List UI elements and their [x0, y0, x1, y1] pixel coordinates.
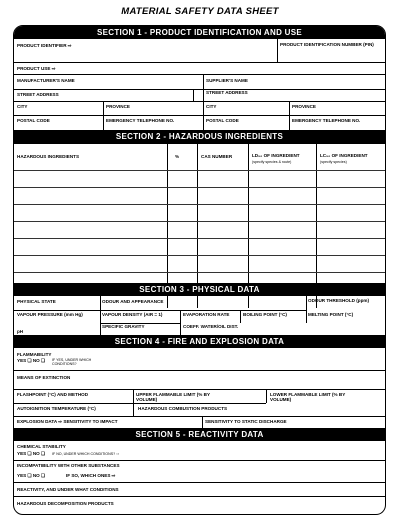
flashpoint-label[interactable]: FLASHPOINT (°C) AND METHOD	[17, 392, 89, 397]
lc50-label: LC₅₀ OF INGREDIENT	[320, 153, 368, 158]
vapour-pressure-label[interactable]: VAPOUR PRESSURE (mm Hg)	[17, 312, 83, 317]
manufacturer-name-label[interactable]: MANUFACTURER'S NAME	[17, 78, 75, 83]
supplier-province-label[interactable]: PROVINCE	[292, 104, 316, 109]
product-id-number-label[interactable]: PRODUCT IDENTIFICATION NUMBER (PIN)	[280, 42, 374, 47]
incompatibility-label: INCOMPATIBILITY WITH OTHER SUBSTANCES	[17, 463, 120, 468]
ld50-label: LD₅₀ OF INGREDIENT	[252, 153, 300, 158]
odour-threshold-label[interactable]: ODOUR THRESHOLD (ppm)	[308, 298, 369, 303]
manufacturer-province-label[interactable]: PROVINCE	[106, 104, 130, 109]
msds-form	[13, 25, 386, 515]
incompatibility-which-label[interactable]: IF SO, WHICH ONES ⇨	[66, 473, 116, 478]
manufacturer-street-label[interactable]: STREET ADDRESS	[17, 92, 59, 97]
melting-point-label[interactable]: MELTING POINT (°C)	[308, 312, 354, 317]
decomposition-label[interactable]: HAZARDOUS DECOMPOSITION PRODUCTS	[17, 501, 114, 506]
document-title: MATERIAL SAFETY DATA SHEET	[121, 6, 279, 17]
hazardous-ingredients-label: HAZARDOUS INGREDIENTS	[17, 154, 80, 159]
section-5-header: SECTION 5 - REACTIVITY DATA	[14, 428, 385, 441]
product-use-label[interactable]: PRODUCT USE ⇨	[17, 66, 56, 71]
ph-label[interactable]: pH	[17, 329, 24, 334]
flammability-label: FLAMMABILITY	[17, 352, 52, 357]
hazardous-combustion-label[interactable]: HAZARDOUS COMBUSTION PRODUCTS	[138, 406, 228, 411]
static-discharge-label[interactable]: SENSITIVITY TO STATIC DISCHARGE	[205, 419, 287, 424]
coeff-water-oil-label[interactable]: COEFF. WATER/OIL DIST.	[183, 324, 239, 329]
chemical-stability-label: CHEMICAL STABILITY	[17, 444, 66, 449]
section-3-header: SECTION 3 - PHYSICAL DATA	[14, 283, 385, 296]
stability-conditions-label[interactable]: IF NO, UNDER WHICH CONDITIONS? ⇨	[52, 452, 120, 456]
incompatibility-yes-no[interactable]: YES ❑ NO ❑	[17, 473, 46, 478]
section-1-header: SECTION 1 - PRODUCT IDENTIFICATION AND USE	[14, 26, 385, 39]
reactivity-label[interactable]: REACTIVITY, AND UNDER WHAT CONDITIONS	[17, 487, 119, 492]
explosion-data-label[interactable]: EXPLOSION DATA ⇨ SENSITIVITY TO IMPACT	[17, 419, 118, 424]
boiling-point-label[interactable]: BOILING POINT (°C)	[243, 312, 287, 317]
supplier-emergency-label[interactable]: EMERGENCY TELEPHONE NO.	[292, 118, 361, 123]
stability-yes-no[interactable]: YES ❑ NO ❑	[17, 451, 46, 456]
manufacturer-emergency-label[interactable]: EMERGENCY TELEPHONE NO.	[106, 118, 175, 123]
lower-flammable-label[interactable]: LOWER FLAMMABLE LIMIT (% BY VOLUME)	[270, 392, 346, 403]
means-extinction-label[interactable]: MEANS OF EXTINCTION	[17, 375, 71, 380]
upper-flammable-label[interactable]: UPPER FLAMMABLE LIMIT (% BY VOLUME)	[136, 392, 210, 403]
supplier-postal-label[interactable]: POSTAL CODE	[206, 118, 239, 123]
evaporation-rate-label[interactable]: EVAPORATION RATE	[183, 312, 230, 317]
product-identifier-label[interactable]: PRODUCT IDENTIFIER ⇨	[17, 43, 72, 48]
percent-label: %	[175, 154, 180, 159]
odour-appearance-label[interactable]: ODOUR AND APPEARANCE	[102, 299, 164, 304]
flammability-conditions-label[interactable]: IF YES, UNDER WHICH CONDITIONS?	[52, 358, 92, 366]
supplier-city-label[interactable]: CITY	[206, 104, 217, 109]
section-2-header: SECTION 2 - HAZARDOUS INGREDIENTS	[14, 130, 385, 144]
cas-number-label: CAS NUMBER	[201, 154, 233, 159]
manufacturer-city-label[interactable]: CITY	[17, 104, 28, 109]
physical-state-label[interactable]: PHYSICAL STATE	[17, 299, 56, 304]
supplier-name-label[interactable]: SUPPLIER'S NAME	[206, 78, 248, 83]
ld50-sublabel: (specify species & route)	[252, 160, 292, 164]
autoignition-label[interactable]: AUTOIGNITION TEMPERATURE (°C)	[17, 406, 96, 411]
specific-gravity-label[interactable]: SPECIFIC GRAVITY	[102, 324, 145, 329]
supplier-street-label[interactable]: STREET ADDRESS	[206, 90, 248, 95]
manufacturer-postal-label[interactable]: POSTAL CODE	[17, 118, 50, 123]
flammability-yes-no[interactable]: YES ❑ NO ❑	[17, 358, 46, 363]
vapour-density-label[interactable]: VAPOUR DENSITY (AIR = 1)	[102, 312, 163, 317]
section-4-header: SECTION 4 - FIRE AND EXPLOSION DATA	[14, 335, 385, 348]
lc50-sublabel: (specify species)	[320, 160, 347, 164]
